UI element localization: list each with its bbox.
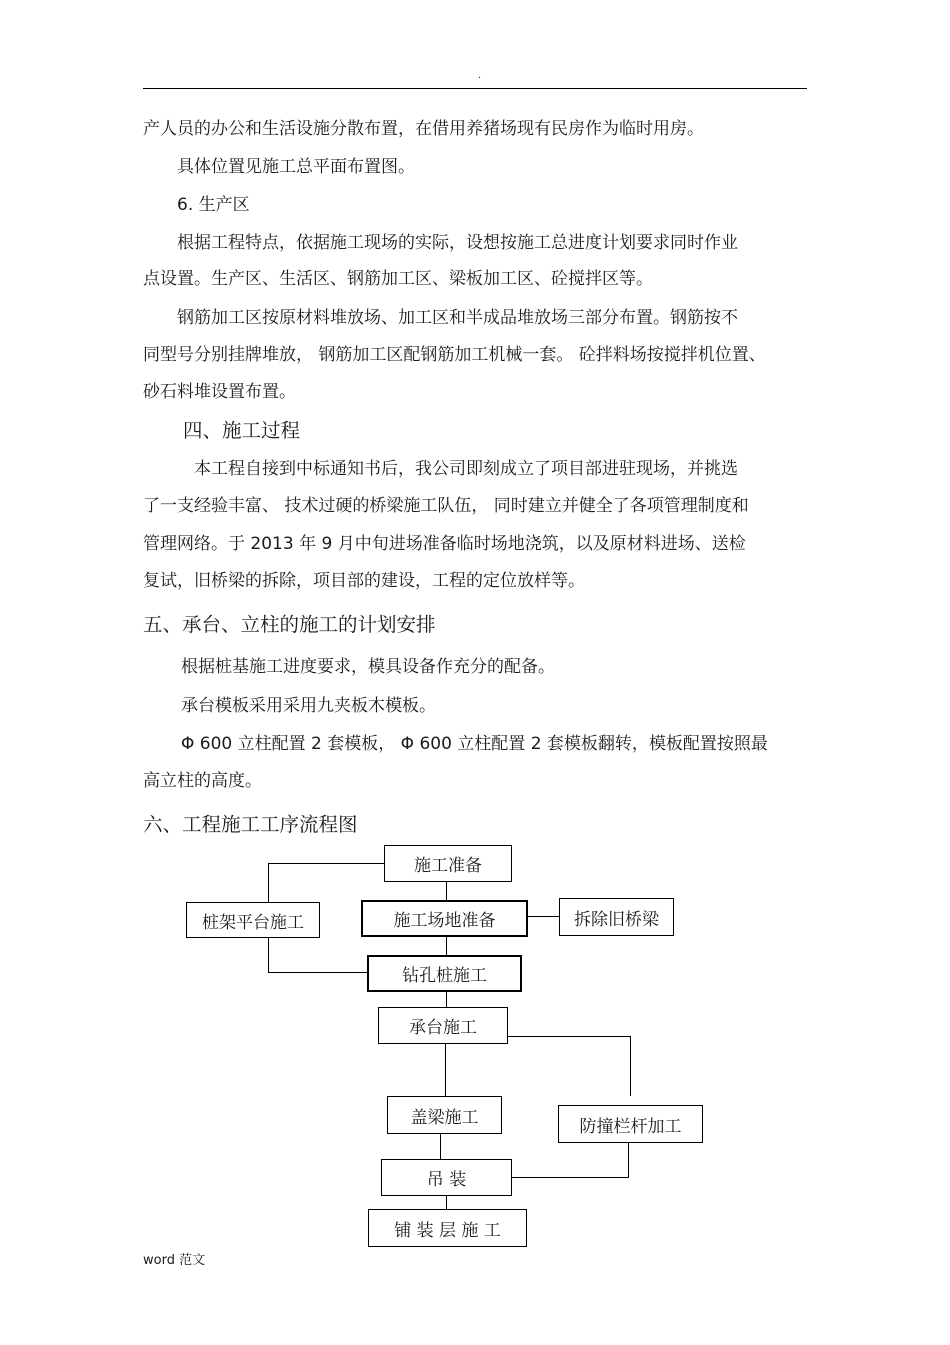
connector [527, 916, 560, 917]
flow-box-drill: 钻孔桩施工 [367, 955, 522, 992]
connector [268, 863, 384, 864]
paragraph-line: 了一支经验丰富、 技术过硬的桥梁施工队伍， 同时建立并健全了各项管理制度和 [143, 496, 749, 516]
paragraph-line: 砂石料堆设置布置。 [143, 382, 296, 402]
paragraph-line: 钢筋加工区按原材料堆放场、加工区和半成品堆放场三部分布置。钢筋按不 [177, 308, 738, 328]
paragraph-line: 点设置。生产区、生活区、钢筋加工区、梁板加工区、砼搅拌区等。 [143, 269, 653, 289]
paragraph-line: 根据桩基施工进度要求，模具设备作充分的配备。 [181, 657, 555, 677]
connector [446, 991, 447, 1007]
header-mark: . [478, 70, 482, 81]
flow-box-site-prep: 施工场地准备 [361, 900, 528, 937]
section-heading: 五、承台、立柱的施工的计划安排 [143, 613, 436, 636]
connector [512, 1177, 629, 1178]
flow-box-railing: 防撞栏杆加工 [558, 1105, 703, 1143]
section-label: 6. 生产区 [177, 195, 250, 215]
flow-box-paving: 铺 装 层 施 工 [368, 1209, 527, 1247]
connector [507, 1036, 631, 1037]
flow-box-prep: 施工准备 [384, 845, 512, 882]
connector [268, 938, 269, 972]
paragraph-line: 高立柱的高度。 [143, 771, 262, 791]
paragraph-line: 管理网络。于 2013 年 9 月中旬进场准备临时场地浇筑，以及原材料进场、送检 [143, 534, 746, 554]
connector [628, 1142, 629, 1177]
connector [446, 936, 447, 956]
paragraph-line: 具体位置见施工总平面布置图。 [177, 157, 415, 177]
connector [446, 1196, 447, 1210]
connector [445, 1044, 446, 1096]
flow-box-pile-platform: 桩架平台施工 [186, 902, 320, 938]
paragraph-line: 本工程自接到中标通知书后，我公司即刻成立了项目部进驻现场，并挑选 [194, 459, 738, 479]
connector [446, 881, 447, 901]
section-heading: 四、施工过程 [183, 419, 301, 442]
paragraph-line: Φ 600 立柱配置 2 套模板， Φ 600 立柱配置 2 套模板翻转，模板配置按照最 [181, 734, 768, 754]
footer: word 范文 [143, 1253, 206, 1268]
paragraph-line: 产人员的办公和生活设施分散布置，在借用养猪场现有民房作为临时用房。 [143, 119, 704, 139]
flow-box-demolish: 拆除旧桥梁 [559, 898, 674, 936]
connector [268, 972, 368, 973]
flow-box-lifting: 吊 装 [381, 1159, 512, 1196]
connector [268, 863, 269, 903]
paragraph-line: 复试，旧桥梁的拆除，项目部的建设，工程的定位放样等。 [143, 571, 585, 591]
paragraph-line: 承台模板采用采用九夹板木模板。 [181, 696, 436, 716]
flow-box-cap-beam: 盖梁施工 [387, 1096, 502, 1134]
header-rule [143, 88, 807, 89]
flow-box-cap: 承台施工 [378, 1007, 508, 1044]
connector [630, 1036, 631, 1096]
paragraph-line: 根据工程特点，依据施工现场的实际，设想按施工总进度计划要求同时作业 [177, 233, 738, 253]
connector [440, 1134, 441, 1160]
paragraph-line: 同型号分别挂牌堆放， 钢筋加工区配钢筋加工机械一套。 砼拌料场按搅拌机位置、 [143, 345, 766, 365]
section-heading: 六、工程施工工序流程图 [143, 813, 358, 836]
